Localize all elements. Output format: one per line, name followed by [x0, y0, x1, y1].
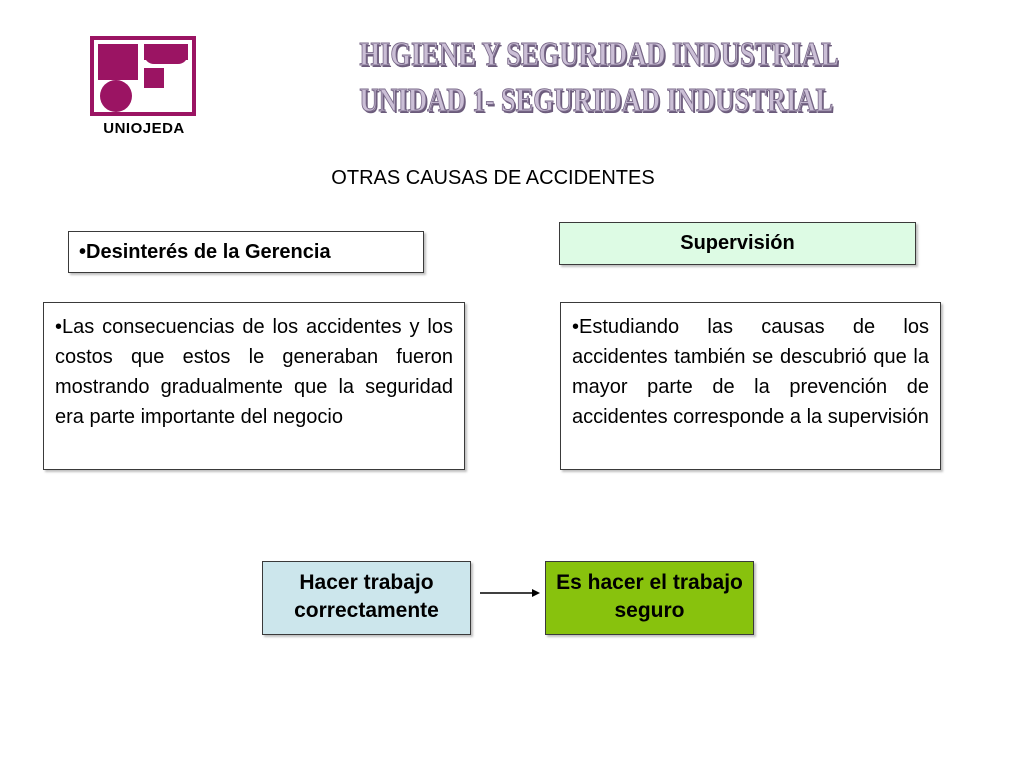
hacer-trabajo-box — [262, 561, 471, 635]
logo-text: UNIOJEDA — [103, 120, 185, 137]
title-line-2: UNIDAD 1- SEGURIDAD INDUSTRIAL — [359, 82, 834, 119]
section-subtitle: OTRAS CAUSAS DE ACCIDENTES — [331, 167, 655, 189]
gerencia-heading: •Desinterés de la Gerencia — [79, 241, 331, 263]
trabajo-seguro-box — [545, 561, 754, 635]
supervision-heading: Supervisión — [680, 232, 795, 254]
uniojeda-logo — [88, 34, 200, 146]
supervision-heading-box — [559, 222, 916, 265]
header-title — [300, 32, 840, 124]
estudiando-paragraph: •Estudiando las causas de los accidentes también se descubrió que la mayor parte de la prevención de accidentes corresponde a la supervisión — [572, 316, 929, 428]
estudiando-text-box — [560, 302, 941, 470]
trabajo-seguro-label: Es hacer el trabajo seguro — [556, 571, 743, 622]
hacer-trabajo-label: Hacer trabajo correctamente — [294, 571, 439, 622]
uniojeda-logo-mark — [88, 34, 200, 120]
title-line-1: HIGIENE Y SEGURIDAD INDUSTRIAL — [359, 36, 839, 73]
gerencia-heading-box — [68, 231, 424, 273]
consecuencias-text-box — [43, 302, 465, 470]
consecuencias-paragraph: •Las consecuencias de los accidentes y los costos que estos le generaban fueron mostrando gradualmente que la seguridad era parte importante del negocio — [55, 316, 453, 428]
arrow-right-icon — [478, 585, 542, 601]
